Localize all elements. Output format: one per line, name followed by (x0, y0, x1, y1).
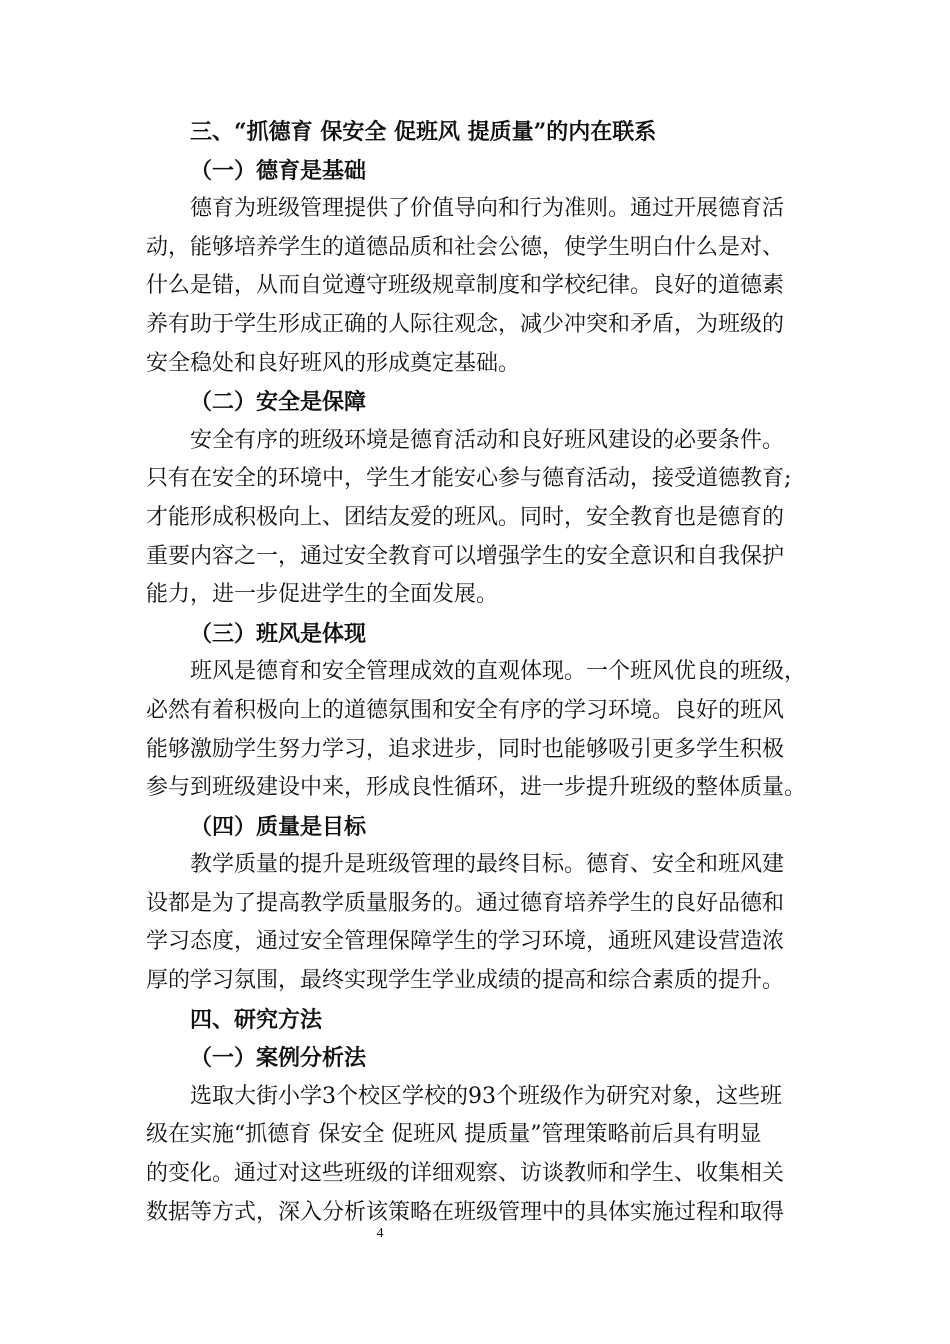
paragraph-line: 设都是为了提高教学质量服务的。通过德育培养学生的良好品德和 (146, 890, 785, 916)
subheading-line: （三）班风是体现 (190, 620, 367, 647)
paragraph-line: 学习态度，通过安全管理保障学生的学习环境，通班风建设营造浓 (146, 929, 785, 955)
section-three-heading (146, 113, 806, 152)
subheading-quality (146, 808, 806, 847)
paragraph-moral-education (146, 190, 806, 383)
paragraph-safety (146, 422, 806, 615)
paragraph-line: 能够激励学生努力学习，追求进步，同时也能够吸引更多学生积极 (146, 736, 785, 762)
subheading-line: （四）质量是目标 (190, 813, 367, 840)
paragraph-line: 动，能够培养学生的道德品质和社会公德，使学生明白什么是对、 (146, 234, 785, 260)
paragraph-line: 必然有着积极向上的道德氛围和安全有序的学习环境。良好的班风 (146, 697, 785, 723)
paragraph-line: 教学质量的提升是班级管理的最终目标。德育、安全和班风建 (190, 852, 785, 878)
paragraph-line: 什么是错，从而自觉遵守班级规章制度和学校纪律。良好的道德素 (146, 273, 785, 299)
paragraph-line: 级在实施“抓德育 保安全 促班风 提质量”管理策略前后具有明显 (146, 1122, 762, 1148)
paragraph-line: 才能形成积极向上、团结友爱的班风。同时，安全教育也是德育的 (146, 504, 785, 530)
subheading-line: （一）案例分析法 (190, 1045, 367, 1072)
paragraph-line: 班风是德育和安全管理成效的直观体现。一个班风优良的班级， (190, 659, 806, 685)
paragraph-line: 选取大街小学3个校区学校的93个班级作为研究对象，这些班 (190, 1083, 782, 1109)
paragraph-line: 重要内容之一，通过安全教育可以增强学生的安全意识和自我保护 (146, 543, 785, 569)
paragraph-line: 厚的学习氛围，最终实现学生学业成绩的提高和综合素质的提升。 (146, 968, 785, 994)
paragraph-line: 安全有序的班级环境是德育活动和良好班风建设的必要条件。 (190, 427, 785, 453)
paragraph-line: 只有在安全的环境中，学生才能安心参与德育活动，接受道德教育; (146, 466, 792, 492)
paragraph-class-atmosphere (146, 653, 806, 807)
paragraph-line: 能力，进一步促进学生的全面发展。 (146, 582, 499, 608)
document-body (146, 113, 806, 1232)
page-number: 4 (376, 1226, 384, 1241)
paragraph-line: 的变化。通过对这些班级的详细观察、访谈教师和学生、收集相关 (146, 1161, 785, 1187)
subheading-line: （一）德育是基础 (190, 157, 367, 184)
subheading-safety (146, 383, 806, 422)
paragraph-line: 安全稳处和良好班风的形成奠定基础。 (146, 350, 521, 376)
paragraph-line: 参与到班级建设中来，形成良性循环，进一步提升班级的整体质量。 (146, 775, 806, 801)
paragraph-case-analysis (146, 1078, 806, 1232)
heading-line: 四、研究方法 (190, 1006, 323, 1033)
section-four-heading (146, 1001, 806, 1040)
paragraph-line: 养有助于学生形成正确的人际往观念，减少冲突和矛盾，为班级的 (146, 311, 785, 337)
paragraph-line: 德育为班级管理提供了价值导向和行为准则。通过开展德育活 (190, 196, 785, 222)
subheading-case-analysis (146, 1039, 806, 1078)
heading-line: 三、“抓德育 保安全 促班风 提质量”的内在联系 (190, 119, 657, 145)
subheading-class-atmosphere (146, 615, 806, 654)
paragraph-quality (146, 846, 806, 1000)
subheading-moral-education (146, 152, 806, 191)
paragraph-line: 数据等方式，深入分析该策略在班级管理中的具体实施过程和取得 (146, 1199, 785, 1225)
subheading-line: （二）安全是保障 (190, 389, 367, 416)
